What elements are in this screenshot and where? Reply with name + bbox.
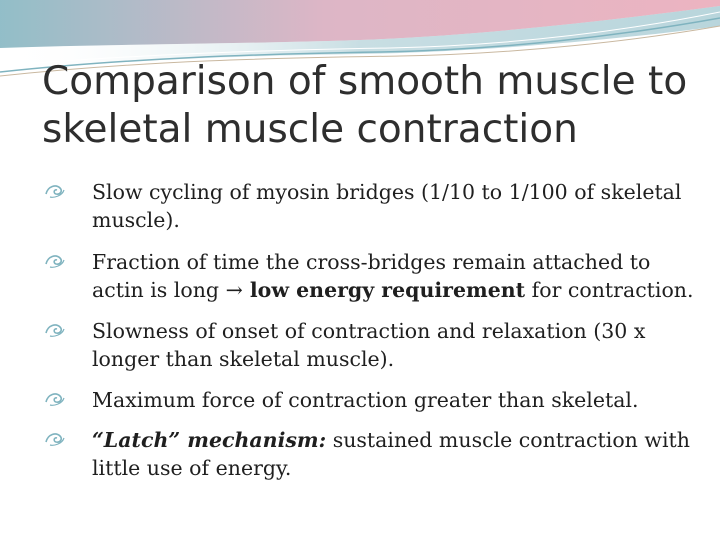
swirl-bullet-icon <box>44 388 66 408</box>
arrow-icon: → <box>225 278 243 302</box>
bullet-text: Maximum force of contraction greater than skeletal. <box>92 388 639 412</box>
bullet-text-part: for contraction. <box>525 278 694 302</box>
bullet-text <box>92 426 704 482</box>
swirl-bullet-icon <box>44 180 66 200</box>
swirl-bullet-icon <box>44 428 66 448</box>
slide-title: Comparison of smooth muscle to skeletal muscle contraction <box>42 59 688 152</box>
bullet-text <box>92 248 704 304</box>
bullet-text: Slowness of onset of contraction and relaxation (30 x longer than skeletal muscle). <box>92 319 646 371</box>
bullet-bold-text: low energy requirement <box>242 278 526 302</box>
swirl-bullet-icon <box>44 250 66 270</box>
bullet-emphasis-text: “Latch” mechanism: <box>92 428 327 452</box>
bullet-text-part: sustained muscle contraction with little use of energy. <box>92 428 690 480</box>
swirl-bullet-icon <box>44 319 66 339</box>
bullet-text-part: Fraction of time the cross-bridges remain attached to actin is long <box>92 250 651 302</box>
bullet-text: Slow cycling of myosin bridges (1/10 to 1/100 of skeletal muscle). <box>92 180 682 232</box>
